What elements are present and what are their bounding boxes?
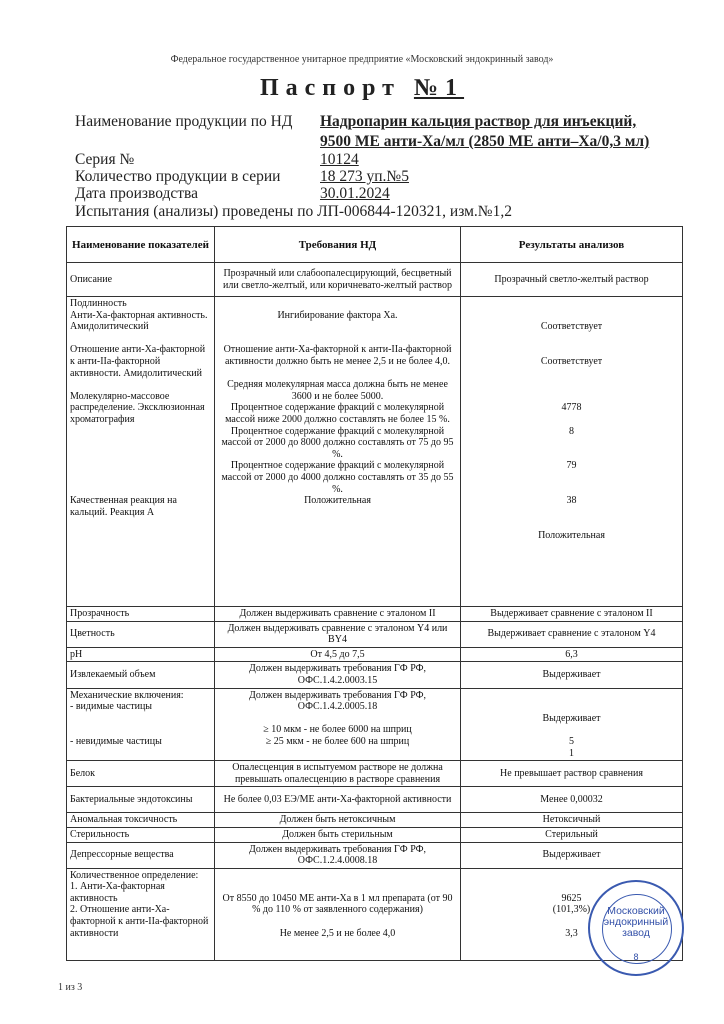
- cell-result: Нетоксичный: [461, 813, 683, 828]
- cell-result: Выдерживает: [461, 842, 683, 868]
- cell-result: 9625 (101,3%) 3,3: [461, 868, 683, 960]
- table-row: [67, 842, 683, 868]
- table-row: [67, 662, 683, 688]
- cell-result: Выдерживает сравнение с эталоном Y4: [461, 621, 683, 647]
- cell-name: Цветность: [67, 621, 215, 647]
- product-value-1: Надропарин кальция раствор для инъекций,: [320, 113, 637, 130]
- cell-result: Выдерживает: [461, 662, 683, 688]
- cell-name: Белок: [67, 761, 215, 787]
- cell-name: Депрессорные вещества: [67, 842, 215, 868]
- table-row: [67, 607, 683, 622]
- product-value-2: 9500 МЕ анти-Ха/мл (2850 МЕ анти–Ха/0,3 мл): [320, 133, 650, 150]
- passport-title: [0, 75, 724, 102]
- cell-requirement: Должен выдерживать сравнение с эталоном Y4 или BY4: [215, 621, 461, 647]
- date-value: 30.01.2024: [320, 185, 390, 202]
- cell-requirement: Прозрачный или слабоопалесцирующий, бесцветный или светло-желтый, или коричневато-желтый раствор: [215, 263, 461, 297]
- header-results: Результаты анализов: [461, 227, 683, 263]
- quantity-label: Количество продукции в серии: [75, 168, 281, 185]
- product-label: Наименование продукции по НД: [75, 113, 293, 130]
- cell-requirement: Должен выдерживать требования ГФ РФ, ОФС.1.2.4.0008.18: [215, 842, 461, 868]
- table-row: [67, 688, 683, 761]
- quantity-row: [75, 168, 409, 186]
- cell-requirement: От 8550 до 10450 МЕ анти-Ха в 1 мл препарата (от 90 % до 110 % от заявленного содержания) Не менее 2,5 и не более 4,0: [215, 868, 461, 960]
- tests-text: Испытания (анализы) проведены по ЛП-006844-120321, изм.№1,2: [75, 203, 512, 220]
- header-requirements: Требования НД: [215, 227, 461, 263]
- cell-name: Подлинность Анти-Ха-факторная активность. Амидолитический Отношение анти-Ха-факторной к анти-IIa-факторной активности. Амидолитический Молекулярно-массовое распределение. Эксклюзионная хроматография Качественная реакция на кальций. Реакция А: [67, 297, 215, 607]
- table-row: [67, 787, 683, 813]
- table-row: [67, 827, 683, 842]
- table-header: [67, 227, 683, 263]
- cell-name: Стерильность: [67, 827, 215, 842]
- cell-requirement: Должен быть нетоксичным: [215, 813, 461, 828]
- cell-name: Аномальная токсичность: [67, 813, 215, 828]
- cell-result: Менее 0,00032: [461, 787, 683, 813]
- table-row: [67, 813, 683, 828]
- cell-requirement: Ингибирование фактора Ха. Отношение анти-Ха-факторной к анти-IIa-факторной активности должно быть не менее 2,5 и не более 4,0. Средняя молекулярная масса должна быть не менее 3600 и не более 5000. Процентное содержание фракций с молекулярной массой ниже 2000 должно составлять не более 15 %. Процентное содержание фракций с молекулярной массой от 2000 до 8000 должно составлять от 75 до 95 %. Процентное содержание фракций с молекулярной массой от 2000 до 4000 должно составлять от 35 до 55 %. Положительная: [215, 297, 461, 607]
- seal-line-2: эндокринный: [603, 916, 669, 928]
- page-number: 1 из 3: [58, 982, 83, 993]
- title-number: №1: [413, 75, 465, 101]
- cell-result: Прозрачный светло-желтый раствор: [461, 263, 683, 297]
- table-row: [67, 761, 683, 787]
- cell-name: Бактериальные эндотоксины: [67, 787, 215, 813]
- cell-name: Механические включения: - видимые частицы - невидимые частицы: [67, 688, 215, 761]
- cell-name: Описание: [67, 263, 215, 297]
- cell-requirement: Должен выдерживать требования ГФ РФ, ОФС.1.4.2.0003.15: [215, 662, 461, 688]
- cell-result: Выдерживает сравнение с эталоном II: [461, 607, 683, 622]
- table-row: [67, 621, 683, 647]
- product-name-row: [75, 113, 637, 131]
- organization-name: Федеральное государственное унитарное предприятие «Московский эндокринный завод»: [170, 54, 554, 65]
- cell-requirement: Должен быть стерильным: [215, 827, 461, 842]
- cell-requirement: Должен выдерживать требования ГФ РФ, ОФС.1.4.2.0005.18 ≥ 10 мкм - не более 6000 на шприц ≥ 25 мкм - не более 600 на шприц: [215, 688, 461, 761]
- cell-result: 6,3: [461, 647, 683, 662]
- cell-name: Прозрачность: [67, 607, 215, 622]
- company-seal: [588, 880, 684, 976]
- series-row: [75, 151, 359, 169]
- date-row: [75, 185, 390, 203]
- series-label: Серия №: [75, 151, 135, 168]
- table-row: [67, 647, 683, 662]
- table-row: [67, 297, 683, 607]
- cell-requirement: От 4,5 до 7,5: [215, 647, 461, 662]
- series-value: 10124: [320, 151, 359, 168]
- cell-requirement: Должен выдерживать сравнение с эталоном II: [215, 607, 461, 622]
- date-label: Дата производства: [75, 185, 199, 202]
- seal-number: 8: [633, 952, 639, 962]
- tests-row: [75, 203, 512, 221]
- table-row: [67, 263, 683, 297]
- cell-result: Соответствует Соответствует 4778 8 79 38 Положительная: [461, 297, 683, 607]
- cell-result: Стерильный: [461, 827, 683, 842]
- cell-result: Выдерживает 5 1: [461, 688, 683, 761]
- cell-name: pH: [67, 647, 215, 662]
- quantity-value: 18 273 уп.№5: [320, 168, 409, 185]
- header-name: Наименование показателей: [67, 227, 215, 263]
- title-word: Паспорт: [259, 75, 401, 101]
- cell-requirement: Не более 0,03 ЕЭ/МЕ анти-Ха-факторной активности: [215, 787, 461, 813]
- cell-requirement: Опалесценция в испытуемом растворе не должна превышать опалесценцию в растворе сравнения: [215, 761, 461, 787]
- cell-name: Извлекаемый объем: [67, 662, 215, 688]
- results-table: [66, 226, 683, 961]
- seal-line-3: завод: [622, 927, 650, 939]
- cell-result: Не превышает раствор сравнения: [461, 761, 683, 787]
- cell-name: Количественное определение: 1. Анти-Ха-факторная активность 2. Отношение анти-Ха-факторной к анти-IIa-факторной активности: [67, 868, 215, 960]
- seal-line-1: Московский: [607, 905, 665, 917]
